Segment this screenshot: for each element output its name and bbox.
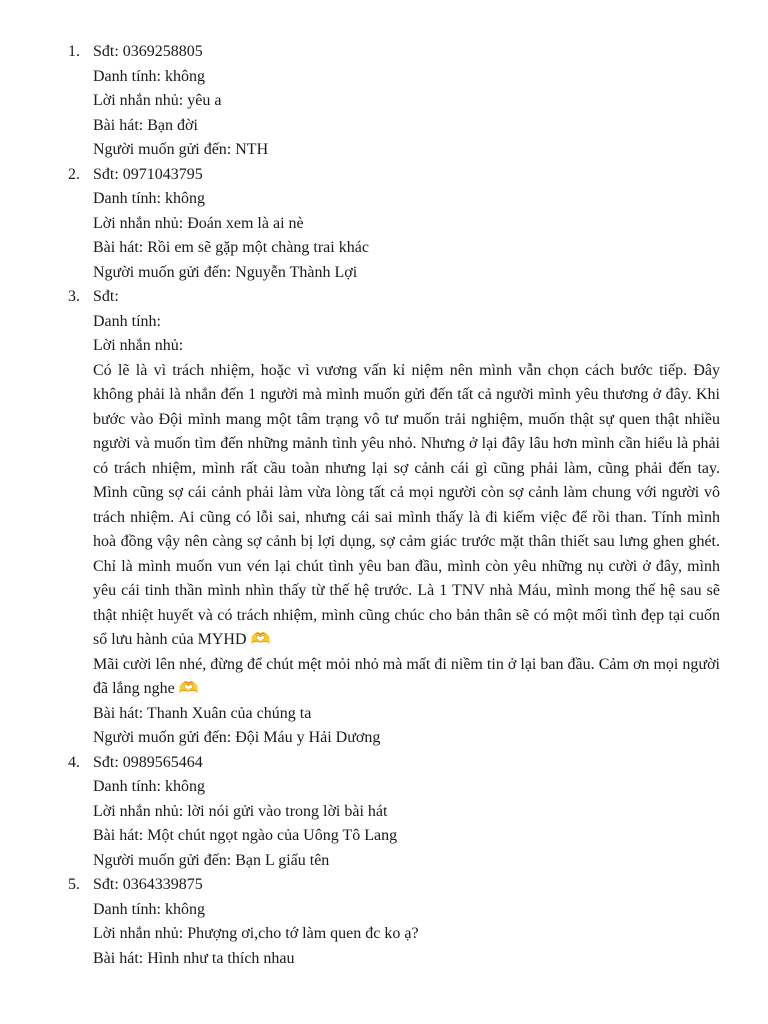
message-line: Lời nhắn nhủ: xyxy=(93,337,184,354)
message-line: Lời nhắn nhủ: Phượng ơi,cho tớ làm quen đc ko ạ? xyxy=(93,925,419,942)
recipient-line: Người muốn gửi đến: NTH xyxy=(93,141,269,158)
message-line: Lời nhắn nhủ: yêu a xyxy=(93,92,222,109)
list-item-5 xyxy=(0,873,720,971)
list-item-3 xyxy=(0,285,720,751)
list-number: 1. xyxy=(68,43,80,60)
message-line: Lời nhắn nhủ: Đoán xem là ai nè xyxy=(93,214,304,232)
phone-line: Sđt: 0369258805 xyxy=(93,43,203,60)
message-paragraph-1: Có lẽ là vì trách nhiệm, hoặc vì vương vấn kỉ niệm nên mình vẫn chọn cách bước tiếp. Đây không phải là nhắn đến 1 người mà mình muốn gửi đến tất cả người mình yêu thương ở đây. Khi bước vào Đội mình mang một tâm trạng vô tư muốn trải nghiệm, muốn thật sự quen thật nhiều người và muốn tìm đến những mảnh tình yêu nhỏ. Nhưng ở lại đây lâu hơn mình cần hiểu là phải có trách nhiệm, mình rất cầu toàn nhưng lại sợ cảnh cái gì cũng phải làm, cũng phải đến tay. Mình cũng sợ cái cảnh phải làm vừa lòng tất cả mọi người còn sợ cảnh làm chung với người vô trách nhiệm. Ai cũng có lỗi sai, nhưng cái sai mình thấy là đi kiếm việc để rồi than. Tính mình hoà đồng vậy nên càng sợ cảnh bị lợi dụng, sợ cảm giác trước mặt thân thiết sau lưng ghen ghét. Chỉ là mình muốn vun vén lại chút tình yêu ban đầu, mình còn yêu những nụ cười ở đây, mình yêu cái tinh thần mình nhìn thấy từ thế hệ trước. Là 1 TNV nhà Máu, mình mong thế hệ sau sẽ thật nhiệt huyết và có trách nhiệm, mình cũng chúc cho bản thân sẽ có một mối tình đẹp tại cuốn sổ lưu hành của MYHD 🫶 xyxy=(93,361,720,648)
message-paragraph-2: Mãi cười lên nhé, đừng để chút mệt mỏi nhỏ mà mất đi niềm tin ở lại ban đầu. Cảm ơn mọi người đã lắng nghe 🫶 xyxy=(93,655,720,697)
message-line: Lời nhắn nhủ: lời nói gửi vào trong lời bài hát xyxy=(93,802,388,820)
song-line: Bài hát: Bạn đời xyxy=(93,116,198,134)
phone-line: Sđt: 0971043795 xyxy=(93,165,203,183)
recipient-line: Người muốn gửi đến: Đội Máu y Hải Dương xyxy=(93,729,381,746)
identity-line: Danh tính: xyxy=(93,312,161,330)
identity-line: Danh tính: không xyxy=(93,900,205,918)
recipient-line: Người muốn gửi đến: Bạn L giấu tên xyxy=(93,851,330,869)
phone-line: Sđt: xyxy=(93,288,119,305)
recipient-line: Người muốn gửi đến: Nguyễn Thành Lợi xyxy=(93,263,358,281)
phone-line: Sđt: 0989565464 xyxy=(93,753,203,771)
identity-line: Danh tính: không xyxy=(93,67,205,85)
song-line: Bài hát: Rồi em sẽ gặp một chàng trai khác xyxy=(93,239,369,256)
document-page xyxy=(0,40,768,971)
song-line: Bài hát: Hình như ta thích nhau xyxy=(93,949,295,967)
identity-line: Danh tính: không xyxy=(93,778,205,795)
list-item-1 xyxy=(0,40,720,163)
song-line: Bài hát: Thanh Xuân của chúng ta xyxy=(93,704,312,722)
list-item-4 xyxy=(0,751,720,874)
list-number: 5. xyxy=(68,876,80,893)
identity-line: Danh tính: không xyxy=(93,190,205,207)
list-number: 4. xyxy=(68,753,80,771)
list-number: 3. xyxy=(68,288,80,305)
list-number: 2. xyxy=(68,165,80,183)
phone-line: Sđt: 0364339875 xyxy=(93,876,203,893)
song-line: Bài hát: Một chút ngọt ngào của Uông Tô Lang xyxy=(93,827,398,844)
list-item-2 xyxy=(0,163,720,286)
